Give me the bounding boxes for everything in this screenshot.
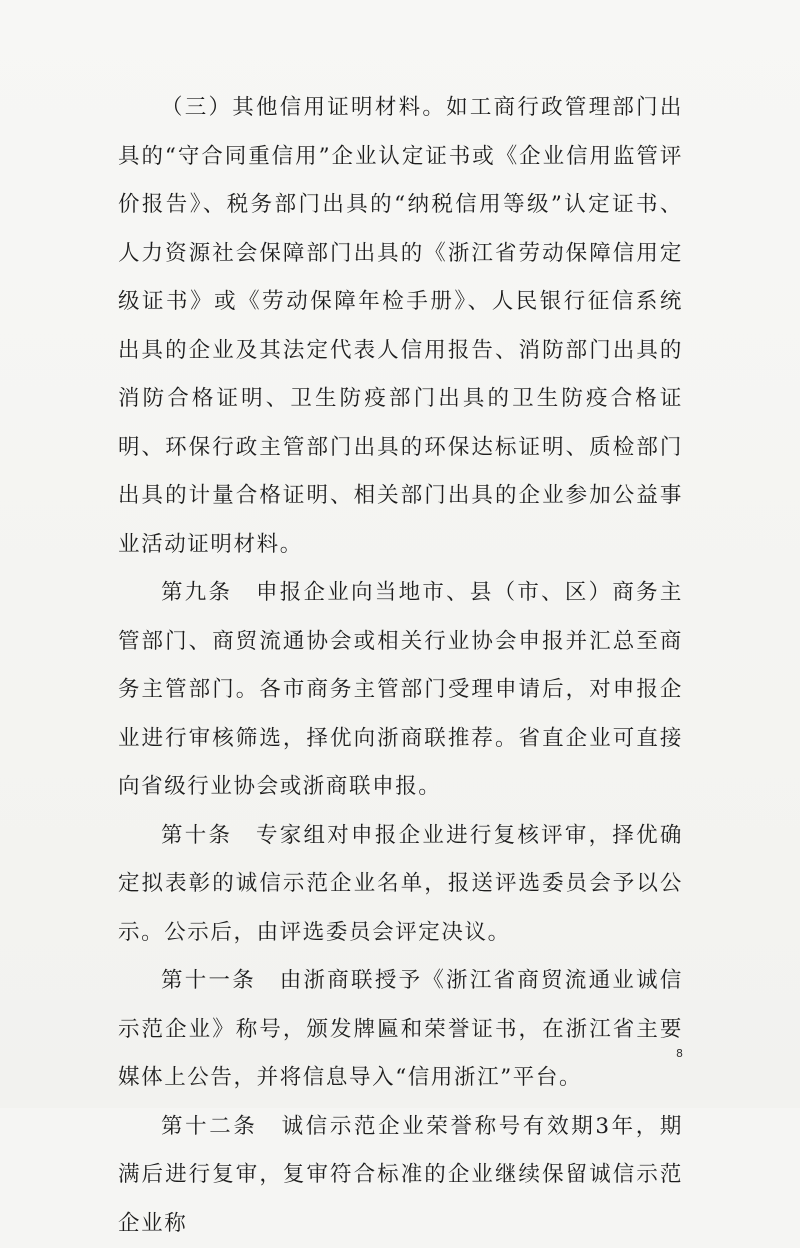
paragraph-other-credit-materials: （三）其他信用证明材料。如工商行政管理部门出具的“守合同重信用”企业认定证书或《企业信用监管评价报告》、税务部门出具的“纳税信用等级”认定证书、人力资源社会保障部门出具的《浙江省劳动保障信用定级证书》或《劳动保障年检手册》、人民银行征信系统出具的企业及其法定代表人信用报告、消防部门出具的消防合格证明、卫生防疫部门出具的卫生防疫合格证明、环保行政主管部门出具的环保达标证明、质检部门出具的计量合格证明、相关部门出具的企业参加公益事业活动证明材料。 <box>118 84 683 569</box>
paragraph-article-12: 第十二条 诚信示范企业荣誉称号有效期3年，期满后进行复审，复审符合标准的企业继续保留诚信示范企业称 <box>118 1103 683 1248</box>
document-body <box>118 84 683 1248</box>
paragraph-article-9: 第九条 申报企业向当地市、县（市、区）商务主管部门、商贸流通协会或相关行业协会申报并汇总至商务主管部门。各市商务主管部门受理申请后，对申报企业进行审核筛选，择优向浙商联推荐。省直企业可直接向省级行业协会或浙商联申报。 <box>118 569 683 812</box>
page-number: 8 <box>676 1047 683 1060</box>
paragraph-article-11: 第十一条 由浙商联授予《浙江省商贸流通业诚信示范企业》称号，颁发牌匾和荣誉证书，在浙江省主要媒体上公告，并将信息导入“信用浙江”平台。 <box>118 957 683 1103</box>
paragraph-article-10: 第十条 专家组对申报企业进行复核评审，择优确定拟表彰的诚信示范企业名单，报送评选委员会予以公示。公示后，由评选委员会评定决议。 <box>118 812 683 958</box>
